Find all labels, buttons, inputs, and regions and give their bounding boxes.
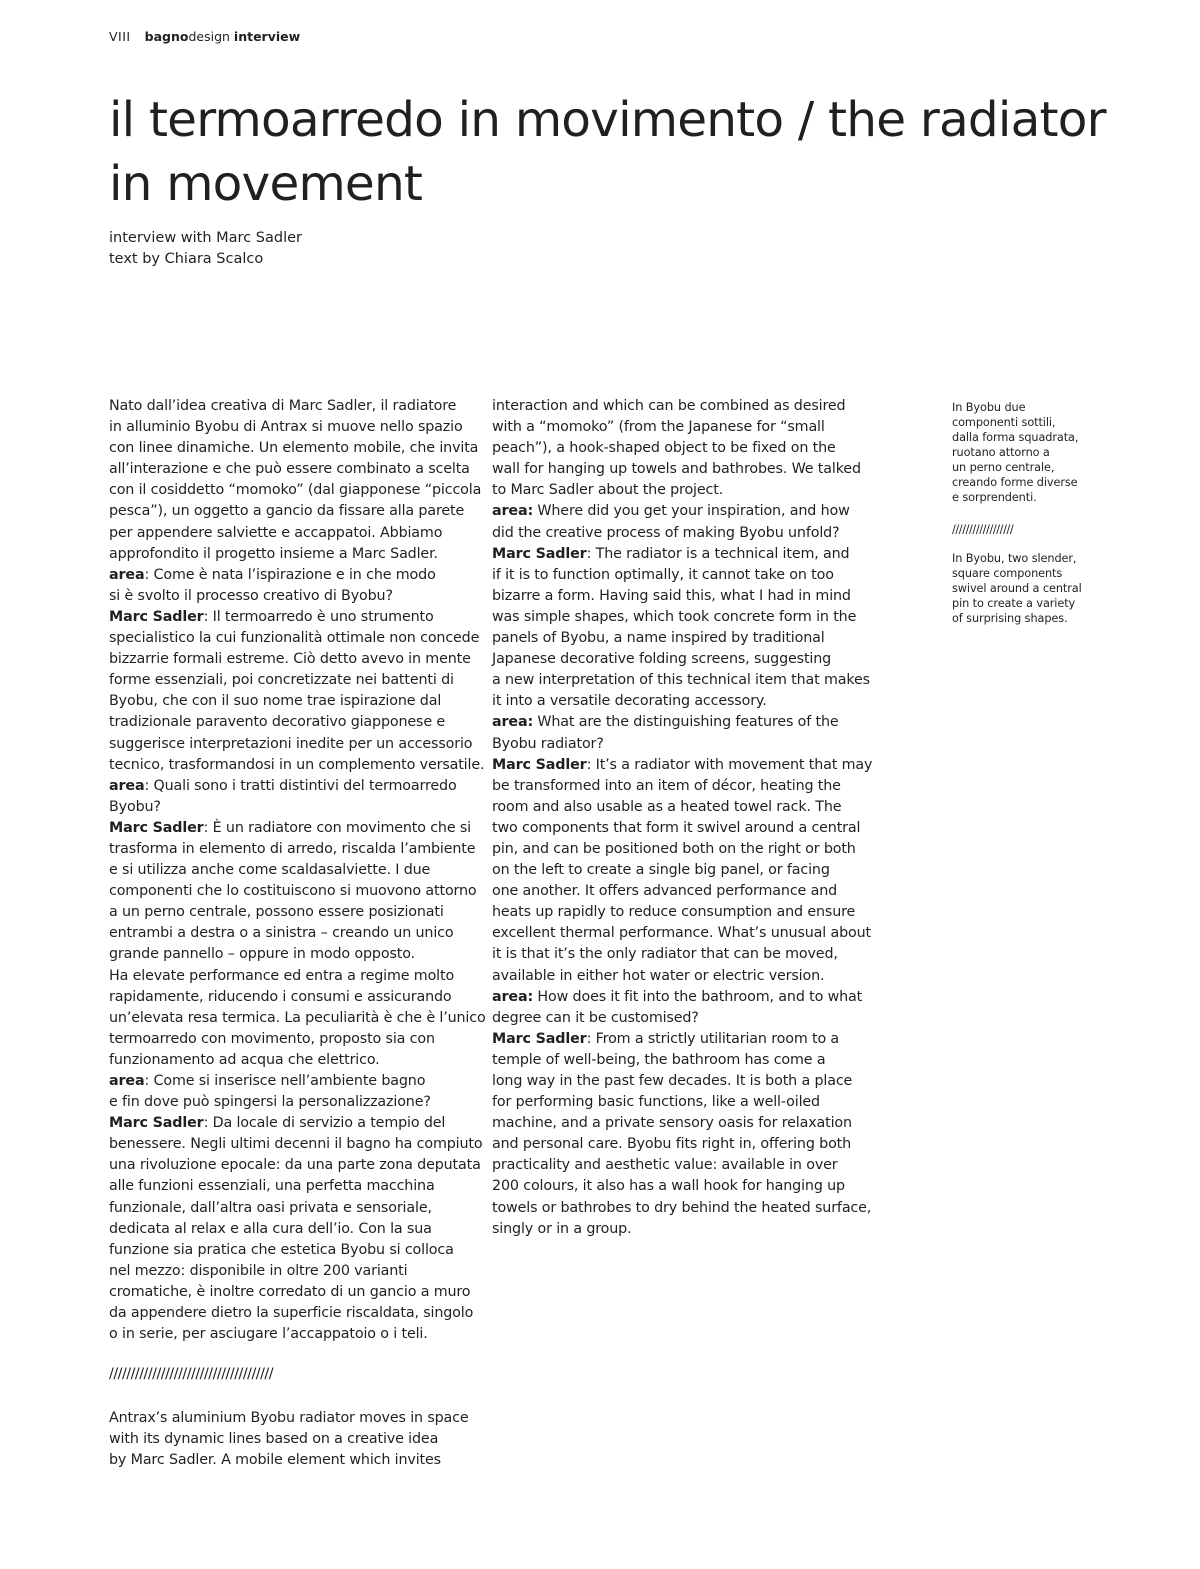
title-line: il termoarredo in movimento / the radiator <box>109 92 1106 148</box>
text-line: by Marc Sadler. A mobile element which invites <box>109 1452 441 1469</box>
text-line: tradizionale paravento decorativo giapponese e <box>109 714 446 731</box>
article-credits <box>109 228 302 270</box>
text-line: trasforma in elemento di arredo, riscalda l’ambiente <box>109 840 476 857</box>
text-line: for performing basic functions, like a well-oiled <box>492 1094 820 1111</box>
text-line: e si utilizza anche come scaldasalviette. I due <box>109 862 431 879</box>
text-line: alle funzioni essenziali, una perfetta macchina <box>109 1178 435 1195</box>
italian-text-column <box>109 396 486 1345</box>
text-line: funzionamento ad acqua che elettrico. <box>109 1051 380 1068</box>
text-line: machine, and a private sensory oasis for relaxation <box>492 1115 852 1132</box>
text-line: Byobu? <box>109 798 161 815</box>
caption-line: dalla forma squadrata, <box>952 431 1079 444</box>
text-line: peach”), a hook-shaped object to be fixed on the <box>492 440 836 457</box>
text-line: a new interpretation of this technical item that makes <box>492 672 870 689</box>
text-line: o in serie, per asciugare l’accappatoio o i teli. <box>109 1326 428 1343</box>
text-line: : Il termoarredo è uno strumento <box>203 608 434 625</box>
text-line: one another. It offers advanced performance and <box>492 883 838 900</box>
text-line: How does it fit into the bathroom, and to what <box>533 988 863 1005</box>
italian-answer-2 <box>109 818 486 1071</box>
text-line: : Da locale di servizio a tempio del <box>203 1115 446 1132</box>
text-line: cromatiche, è inoltre corredato di un gancio a muro <box>109 1283 471 1300</box>
interviewer-label: area: <box>492 714 534 731</box>
text-line: Byobu, che con il suo nome trae ispirazione dal <box>109 693 442 710</box>
text-line: What are the distinguishing features of the <box>533 714 839 731</box>
english-answer-2 <box>492 755 872 987</box>
interviewee-label: Marc Sadler <box>109 1115 204 1132</box>
text-line: wall for hanging up towels and bathrobes. We talked <box>492 461 861 478</box>
text-line: suggerisce interpretazioni inedite per un accessorio <box>109 735 473 752</box>
text-line: with a “momoko” (from the Japanese for “small <box>492 419 825 436</box>
text-line: two components that form it swivel around a central <box>492 819 861 836</box>
text-line: to Marc Sadler about the project. <box>492 482 724 499</box>
text-line: room and also usable as a heated towel rack. The <box>492 798 842 815</box>
text-line: : Quali sono i tratti distintivi del termoarredo <box>144 777 457 794</box>
text-line: 200 colours, it also has a wall hook for hanging up <box>492 1178 845 1195</box>
text-line: pesca”), un oggetto a gancio da fissare alla parete <box>109 503 465 520</box>
text-line: temple of well-being, the bathroom has come a <box>492 1051 826 1068</box>
text-line: un’elevata resa termica. La peculiarità è che è l’unico <box>109 1009 486 1026</box>
text-line: : Come è nata l’ispirazione e in che modo <box>144 566 436 583</box>
text-line: Nato dall’idea creativa di Marc Sadler, il radiatore <box>109 398 457 414</box>
text-line: : The radiator is a technical item, and <box>586 545 850 562</box>
text-line: specialistico la cui funzionalità ottimale non concede <box>109 630 480 647</box>
text-line: all’interazione e che può essere combinato a scelta <box>109 461 470 478</box>
text-line: excellent thermal performance. What’s unusual about <box>492 925 871 942</box>
text-line: : It’s a radiator with movement that may <box>586 756 873 773</box>
english-question-1 <box>492 501 872 543</box>
text-line: benessere. Negli ultimi decenni il bagno ha compiuto <box>109 1136 483 1153</box>
text-line: per appendere salviette e accappatoi. Abbiamo <box>109 524 443 541</box>
text-line: bizarre a form. Having said this, what I had in mind <box>492 587 851 604</box>
italian-intro <box>109 396 481 565</box>
text-line: entrambi a destra o a sinistra – creando un unico <box>109 925 454 942</box>
interviewee-label: Marc Sadler <box>109 608 204 625</box>
english-text-column <box>492 396 872 1240</box>
english-question-2 <box>492 712 872 754</box>
interviewer-label: area: <box>492 503 534 520</box>
text-line: a un perno centrale, possono essere posizionati <box>109 904 444 921</box>
text-line: : From a strictly utilitarian room to a <box>586 1030 840 1047</box>
interviewer-label: area <box>109 566 145 583</box>
text-line: was simple shapes, which took concrete form in the <box>492 608 857 625</box>
caption-line: un perno centrale, <box>952 461 1055 474</box>
magazine-name-light: design <box>188 29 230 44</box>
page-number: VIII <box>109 29 131 44</box>
text-line: singly or in a group. <box>492 1220 632 1237</box>
text-line: componenti che lo costituiscono si muovono attorno <box>109 883 477 900</box>
text-line: panels of Byobu, a name inspired by traditional <box>492 630 825 647</box>
english-intro-start <box>109 1408 481 1471</box>
text-line: dedicata al relax e alla cura dell’io. Con la sua <box>109 1220 432 1237</box>
interview-credit: interview with Marc Sadler <box>109 230 302 246</box>
english-answer-3 <box>492 1029 872 1240</box>
text-line: funzionale, dall’altra oasi privata e sensoriale, <box>109 1199 432 1216</box>
caption-line: creando forme diverse <box>952 476 1078 489</box>
interviewer-label: area: <box>492 988 534 1005</box>
magazine-name-bold: bagno <box>144 29 189 44</box>
caption-line: square components <box>952 567 1063 580</box>
italian-answer-1 <box>109 607 485 776</box>
text-line: e fin dove può spingersi la personalizzazione? <box>109 1094 431 1111</box>
section-name: interview <box>233 29 301 44</box>
caption-line: e sorprendenti. <box>952 491 1037 504</box>
sidebar-caption <box>952 400 1102 626</box>
caption-line: pin to create a variety <box>952 597 1076 610</box>
text-line: : Come si inserisce nell’ambiente bagno <box>144 1073 426 1089</box>
text-line: da appendere dietro la superficie riscaldata, singolo <box>109 1305 474 1322</box>
text-line: Byobu radiator? <box>492 735 604 752</box>
italian-answer-3 <box>109 1113 481 1345</box>
text-line: it into a versatile decorating accessory. <box>492 693 767 710</box>
text-line: and personal care. Byobu fits right in, offering both <box>492 1136 852 1153</box>
italian-question-1 <box>109 565 481 607</box>
caption-line: of surprising shapes. <box>952 612 1068 625</box>
italian-question-2 <box>109 776 481 818</box>
text-line: termoarredo con movimento, proposto sia con <box>109 1030 435 1047</box>
english-question-3 <box>492 987 872 1029</box>
language-divider: ////////////////////////////////////// <box>109 1366 274 1382</box>
caption-italian <box>952 400 1102 505</box>
text-line: it is that it’s the only radiator that can be moved, <box>492 946 838 963</box>
interviewee-label: Marc Sadler <box>492 545 587 562</box>
text-line: be transformed into an item of décor, heating the <box>492 777 841 794</box>
text-line: funzione sia pratica che estetica Byobu si colloca <box>109 1241 454 1258</box>
running-header <box>109 29 300 44</box>
text-line: grande pannello – oppure in modo opposto. <box>109 946 415 963</box>
interviewer-label: area <box>109 1073 145 1089</box>
italian-question-3 <box>109 1071 481 1113</box>
text-line: Where did you get your inspiration, and how <box>533 503 850 520</box>
text-line: Ha elevate performance ed entra a regime molto <box>109 967 455 984</box>
article-title <box>109 88 1109 216</box>
text-line: bizzarrie formali estreme. Ciò detto avevo in mente <box>109 651 471 668</box>
caption-line: ruotano attorno a <box>952 446 1050 459</box>
interviewer-label: area <box>109 777 145 794</box>
text-line: towels or bathrobes to dry behind the heated surface, <box>492 1199 872 1216</box>
interviewee-label: Marc Sadler <box>492 756 587 773</box>
caption-divider: ////////////////// <box>952 523 1014 536</box>
text-line: rapidamente, riducendo i consumi e assicurando <box>109 988 452 1005</box>
text-line: forme essenziali, poi concretizzate nei battenti di <box>109 672 454 689</box>
caption-line: In Byobu due <box>952 401 1026 414</box>
text-line: with its dynamic lines based on a creative idea <box>109 1431 439 1448</box>
title-line: in movement <box>109 156 423 212</box>
caption-line: componenti sottili, <box>952 416 1056 429</box>
english-answer-1 <box>492 544 872 713</box>
text-line: approfondito il progetto insieme a Marc Sadler. <box>109 545 438 562</box>
text-line: pin, and can be positioned both on the right or both <box>492 840 856 857</box>
text-line: if it is to function optimally, it cannot take on too <box>492 566 834 583</box>
text-line: tecnico, trasformandosi in un complemento versatile. <box>109 756 485 773</box>
interviewee-label: Marc Sadler <box>109 819 204 836</box>
text-line: interaction and which can be combined as desired <box>492 398 846 414</box>
text-line: nel mezzo: disponibile in oltre 200 varianti <box>109 1262 408 1279</box>
text-line: con linee dinamiche. Un elemento mobile, che invita <box>109 440 479 457</box>
text-line: : È un radiatore con movimento che si <box>203 819 472 836</box>
text-line: did the creative process of making Byobu unfold? <box>492 524 840 541</box>
caption-line: swivel around a central <box>952 582 1082 595</box>
interviewee-label: Marc Sadler <box>492 1030 587 1047</box>
text-line: Antrax’s aluminium Byobu radiator moves in space <box>109 1410 469 1426</box>
text-line: long way in the past few decades. It is both a place <box>492 1073 853 1089</box>
text-line: in alluminio Byobu di Antrax si muove nello spazio <box>109 419 463 436</box>
text-line: practicality and aesthetic value: available in over <box>492 1157 838 1174</box>
text-line: si è svolto il processo creativo di Byobu? <box>109 587 393 604</box>
text-line: Japanese decorative folding screens, suggesting <box>492 651 832 668</box>
english-intro-continued <box>492 396 872 501</box>
text-line: available in either hot water or electric version. <box>492 967 825 984</box>
text-line: heats up rapidly to reduce consumption and ensure <box>492 904 856 921</box>
text-line: on the left to create a single big panel, or facing <box>492 862 830 879</box>
author-credit: text by Chiara Scalco <box>109 251 264 267</box>
text-line: degree can it be customised? <box>492 1009 699 1026</box>
text-line: con il cosiddetto “momoko” (dal giapponese “piccola <box>109 482 482 499</box>
text-line: una rivoluzione epocale: da una parte zona deputata <box>109 1157 481 1174</box>
caption-line: In Byobu, two slender, <box>952 552 1077 565</box>
caption-english <box>952 551 1102 626</box>
